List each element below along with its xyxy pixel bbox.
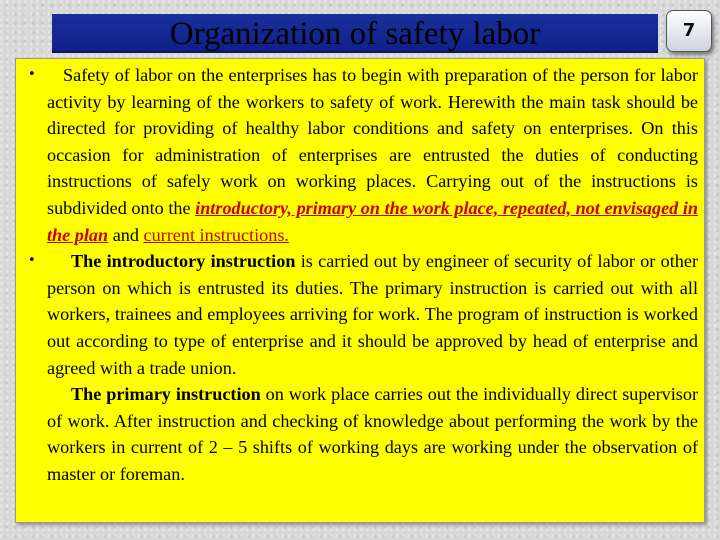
joiner-text: and — [112, 224, 139, 245]
slide-title: Organization of safety labor — [169, 16, 541, 52]
bullet-paragraph-1 — [16, 62, 700, 248]
bullet-paragraph-2 — [16, 248, 700, 487]
instruction-types-highlight: introductory, primary on the work place, repeated, not envisaged in the plan — [47, 197, 699, 245]
bullet-icon: • — [28, 253, 36, 269]
primary-instruction-label: The primary instruction — [71, 384, 261, 405]
introductory-instruction-label: The introductory instruction — [71, 251, 296, 272]
page-number-badge: 7 — [666, 10, 712, 52]
paragraph-2-text: is carried out by engineer of security of labor or other person on which is entrusted its duties. The primary instruction is carried out with all workers, trainees and employees arriving for work. The program of instruction is worked out according to type of enterprise and it should be approved by head of enterprise and agreed with a trade union. — [47, 251, 698, 378]
content-box — [15, 58, 705, 523]
bullet-icon: • — [28, 67, 36, 82]
paragraph-1-text: Safety of labor on the enterprises has to begin with preparation of the person for labor activity by learning of the workers to safety of work. Herewith the main task should be directed for providing of healthy labor conditions and safety on enterprises. On this occasion for administration of enterprises are entrusted the duties of conducting instructions of safely work on working places. Carrying out of the instructions is subdivided onto the — [47, 65, 698, 218]
paragraph-2b-text: on work place carries out the individually direct supervisor of work. After instruction and checking of knowledge about performing the work by the workers in current of 2 – 5 shifts of working days are working under the observation of master or foreman. — [47, 384, 698, 484]
current-instructions-link[interactable]: current instructions. — [143, 224, 289, 245]
